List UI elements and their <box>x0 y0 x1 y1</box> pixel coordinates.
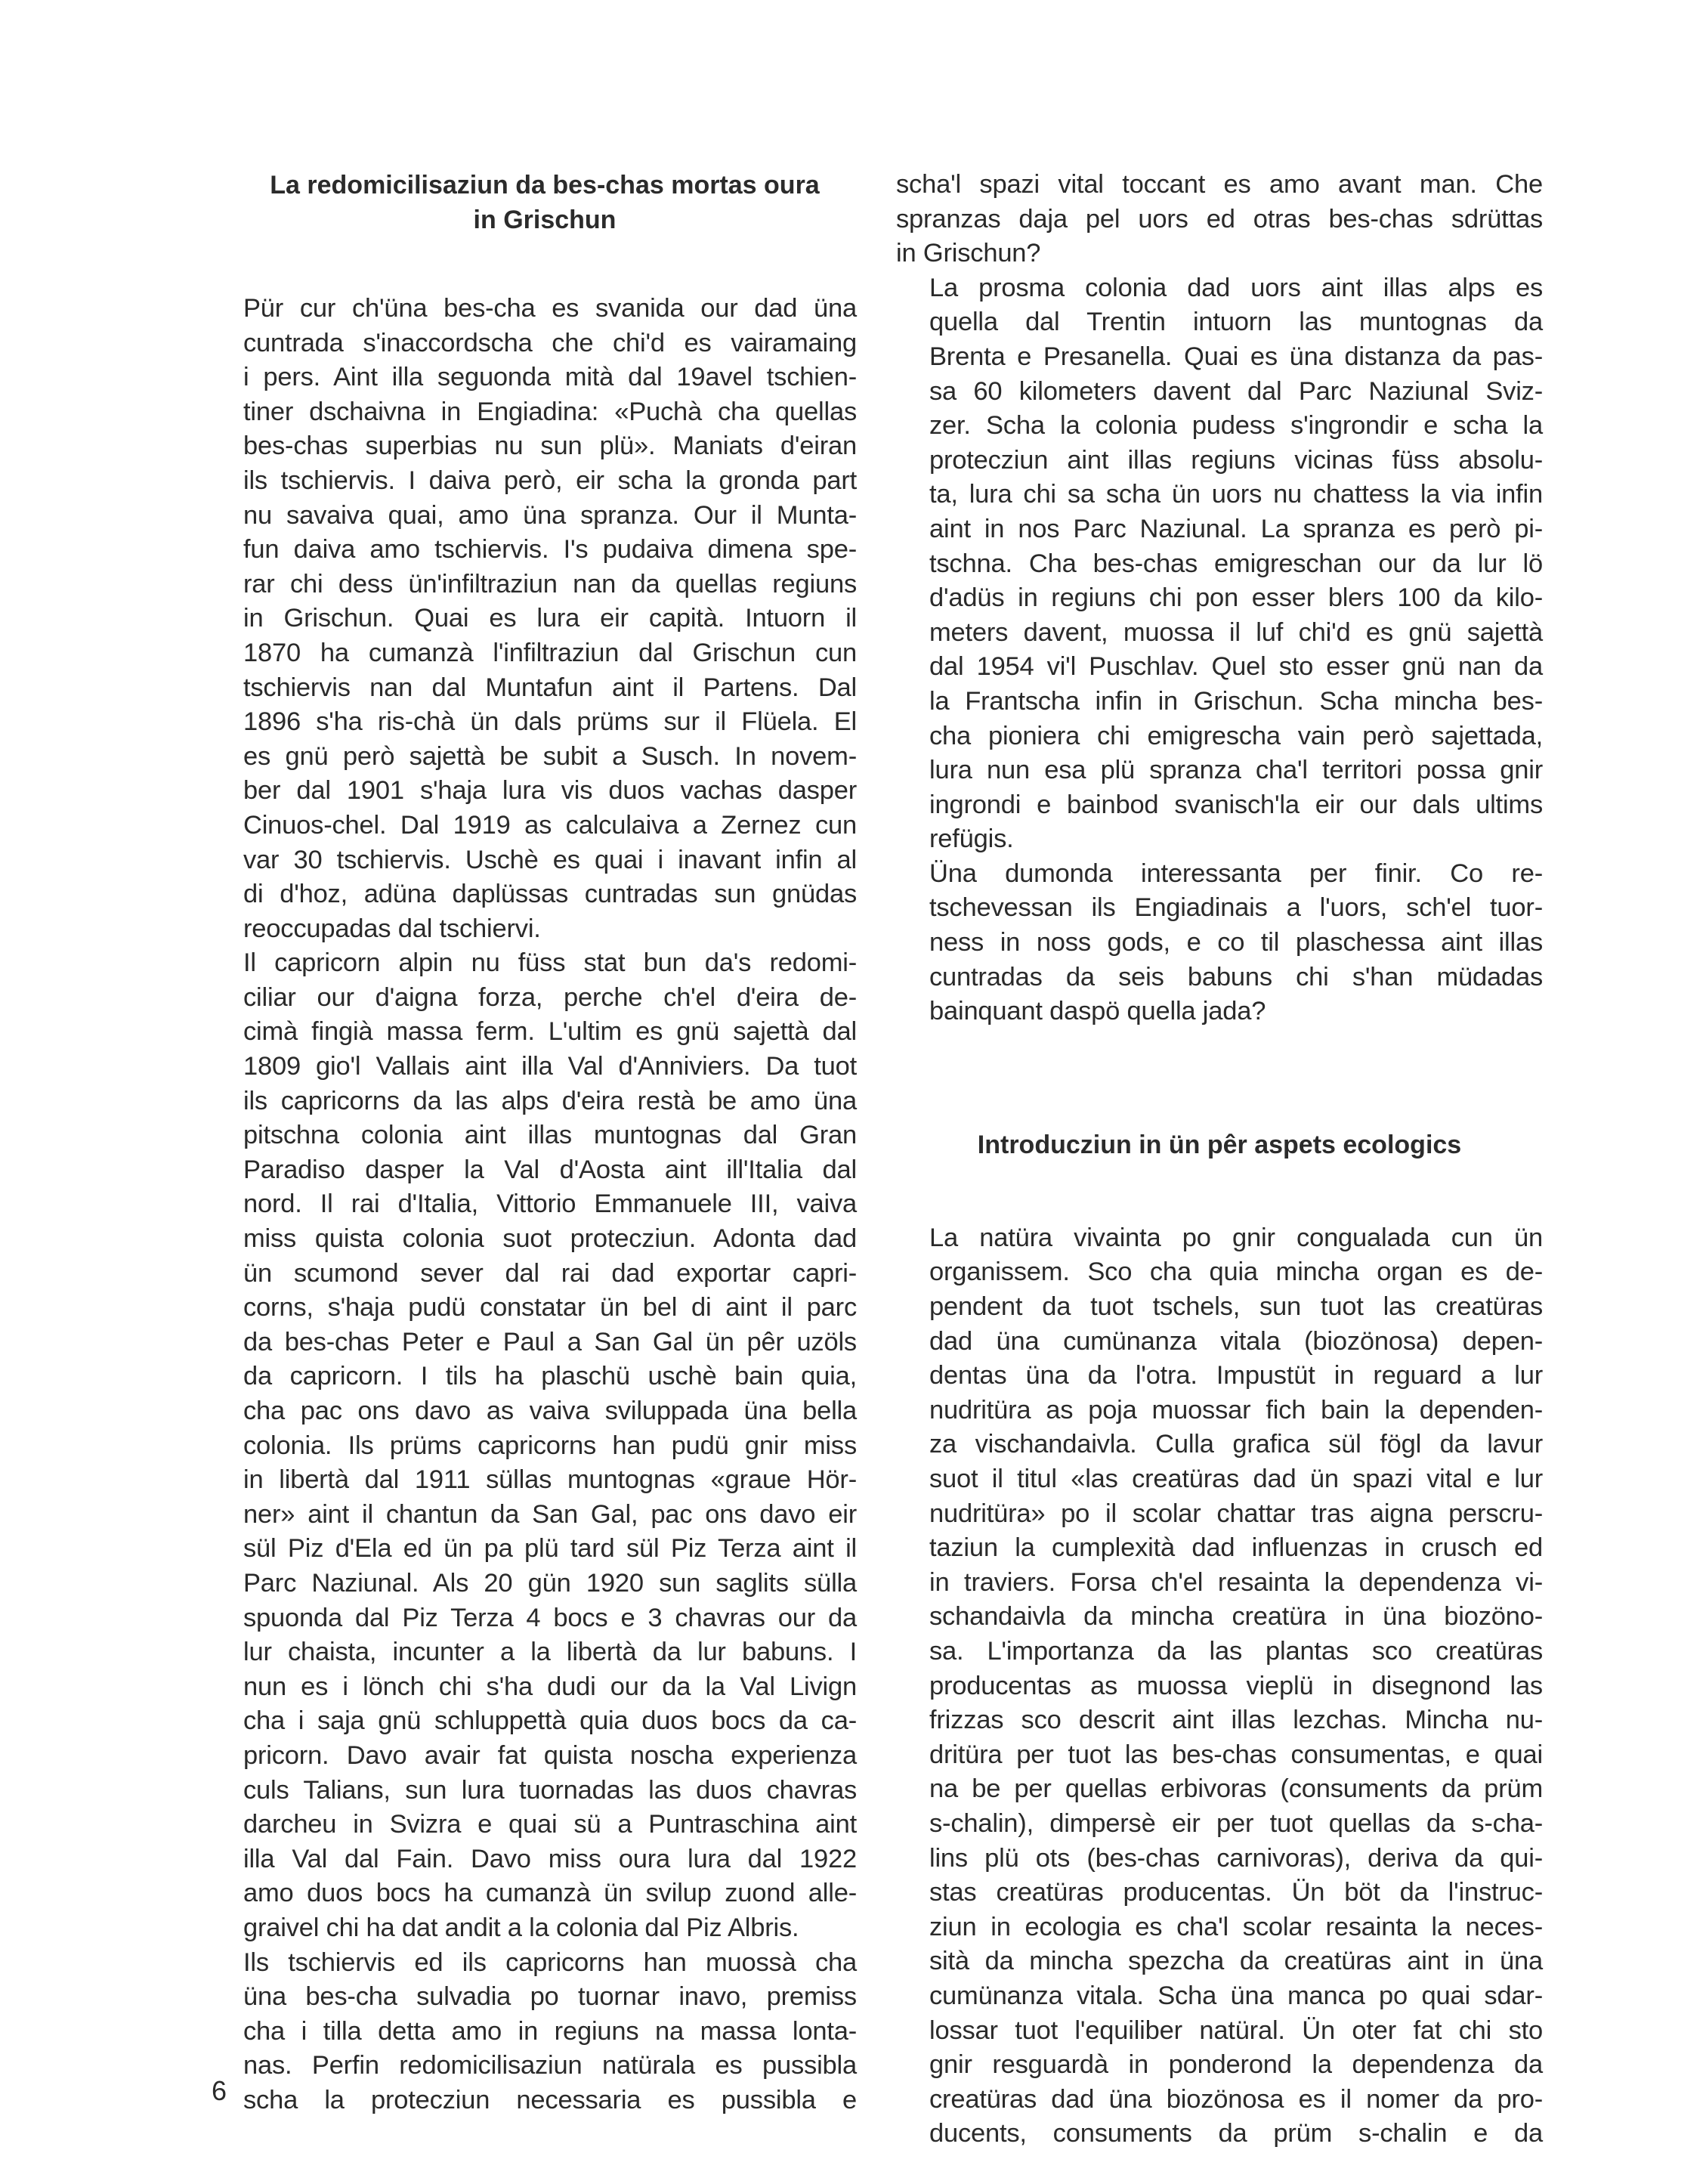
right-column <box>896 168 1543 2152</box>
text-line: reoccupadas dal tschiervi. <box>243 914 541 943</box>
text-line: La prosma colonia dad uors aint illas alps es <box>929 273 1543 302</box>
text-line: lossar tuot l'equiliber natüral. Ün oter fat chi sto <box>929 2015 1543 2045</box>
text-line: tschna. Cha bes-chas emigreschan our da lur lö <box>929 549 1543 578</box>
text-line: ciliar our d'aigna forza, perche ch'el d'eira de- <box>243 982 857 1012</box>
text-line: ness in noss gods, e co til plaschessa aint illas <box>929 928 1543 957</box>
text-line: Il capricorn alpin nu füss stat bun da's redomi- <box>243 948 857 978</box>
text-line: spuonda dal Piz Terza 4 bocs e 3 chavras our da <box>243 1603 857 1632</box>
text-line: ducents, consuments da prüm s-chalin e da <box>929 2119 1543 2148</box>
text-line: 1870 ha cumanzà l'infiltraziun dal Grischun cun <box>243 638 857 667</box>
text-line: nun es i lönch chi s'ha dudi our da la Val Livign <box>243 1672 857 1701</box>
text-line: var 30 tschiervis. Uschè es quai i inavant infin al <box>243 845 857 874</box>
text-line: culs Talians, sun lura tuornadas las duos chavras <box>243 1775 857 1805</box>
text-line: nudritüra as poja muossar fich bain la dependen- <box>929 1395 1543 1425</box>
text-line: lins plü ots (bes-chas carnivoras), deriva da qui- <box>929 1843 1543 1873</box>
text-line: da capricorn. I tils ha plaschü uschè bain quia, <box>243 1362 857 1391</box>
text-line: ner» aint il chantun da San Gal, pac ons davo eir <box>243 1499 857 1529</box>
text-line: sa. L'importanza da las plantas sco creatüras <box>929 1636 1543 1666</box>
text-line: nord. Il rai d'Italia, Vittorio Emmanuele III, vaiva <box>243 1189 857 1219</box>
text-line: rar chi dess ün'infiltraziun nan da quellas regiuns <box>243 569 857 599</box>
text-line: za vischandaivla. Culla grafica sül fögl da lavur <box>929 1430 1543 1459</box>
paragraph <box>896 1221 1543 2152</box>
paragraph <box>896 857 1543 1029</box>
text-line: Cinuos-chel. Dal 1919 as calculaiva a Zernez cun <box>243 810 857 840</box>
text-line: refügis. <box>929 824 1014 854</box>
text-line: cuntradas da seis babuns chi s'han müdadas <box>929 962 1543 991</box>
text-line: lura nun esa plü spranza cha'l territori possa gnir <box>929 756 1543 785</box>
text-line: Üna dumonda interessanta per finir. Co re- <box>929 858 1543 888</box>
text-line: ziun in ecologia es cha'l scolar resainta la neces- <box>929 1912 1543 1941</box>
text-line: cumünanza vitala. Scha üna manca po quai sdar- <box>929 1981 1543 2010</box>
text-line: ta, lura chi sa scha ün uors nu chattess la via infin <box>929 480 1543 509</box>
text-line: dentas üna da l'otra. Impustüt in reguard a lur <box>929 1361 1543 1391</box>
text-line: di d'hoz, adüna daplüssas cuntradas sun gnüdas <box>243 880 857 909</box>
text-line: Brenta e Presanella. Quai es üna distanza da pas- <box>929 342 1543 371</box>
text-line: ber dal 1901 s'haja lura vis duos vachas dasper <box>243 776 857 806</box>
text-line: d'adüs in regiuns chi pon esser blers 100 da kilo- <box>929 583 1543 613</box>
text-line: suot il titul «las creatüras dad ün spazi vital e lur <box>929 1465 1543 1493</box>
text-line: ils tschiervis. I daiva però, eir scha la gronda part <box>243 466 857 495</box>
text-line: sül Piz d'Ela ed ün pa plü tard sül Piz Terza aint il <box>243 1534 857 1564</box>
text-line: fun daiva amo tschiervis. I's pudaiva dimena spe- <box>243 535 857 565</box>
text-line: tschiervis nan dal Muntafun aint il Partens. Dal <box>243 673 857 702</box>
text-line: tschevessan ils Engiadinais a l'uors, sch'el tuor- <box>929 893 1543 923</box>
text-line: 1809 gio'l Vallais aint illa Val d'Anniviers. Da tuot <box>243 1052 857 1081</box>
text-line: la Frantscha infin in Grischun. Scha mincha bes- <box>929 686 1543 716</box>
text-line: pendent da tuot tschels, sun tuot las creatüras <box>929 1292 1543 1322</box>
text-line: illa Val dal Fain. Davo miss oura lura dal 1922 <box>243 1844 857 1873</box>
text-line: bes-chas superbias nu sun plü». Maniats d'eiran <box>243 432 857 461</box>
text-line: 1896 s'ha ris-chà ün dals prüms sur il Flüela. El <box>243 707 857 737</box>
text-line: nu savaiva quai, amo üna spranza. Our il Munta- <box>243 500 857 530</box>
text-line: pitschna colonia aint illas muntognas dal Gran <box>243 1121 857 1150</box>
left-column <box>210 168 857 2117</box>
text-line: cha i saja gnü schluppettà quia duos bocs da ca- <box>243 1706 857 1736</box>
text-line: nudritüra» po il scolar chattar tras aigna perscru- <box>929 1499 1543 1528</box>
text-line: dritüra per tuot las bes-chas consumentas, e quai <box>929 1740 1543 1769</box>
text-line: i pers. Aint illa seguonda mità dal 19avel tschien- <box>243 363 857 392</box>
text-line: miss quista colonia suot protecziun. Adonta dad <box>243 1224 857 1254</box>
text-line: colonia. Ils prüms capricorns han pudü gnir miss <box>243 1431 857 1460</box>
text-line: amo duos bocs ha cumanzà ün svilup zuond alle- <box>243 1879 857 1908</box>
text-line: zer. Scha la colonia pudess s'ingrondir e scha la <box>929 411 1543 441</box>
heading-line: La redomicilisaziun da bes-chas mortas oura <box>270 171 820 200</box>
text-line: scha la protecziun necessaria es pussibla e <box>243 2085 857 2114</box>
text-line: ün scumond sever dal rai dad exportar capri- <box>243 1258 857 1288</box>
text-line: Paradiso dasper la Val d'Aosta aint ill'Italia dal <box>243 1155 857 1184</box>
text-line: organissem. Sco cha quia mincha organ es de- <box>929 1258 1543 1287</box>
text-line: cuntrada s'inaccordscha che chi'd es vairamaing <box>243 328 857 357</box>
text-line: lur chaista, incunter a la libertà da lur babuns. I <box>243 1638 857 1667</box>
text-line: cha pioniera chi emigrescha vain però sajettada, <box>929 721 1543 750</box>
text-line: creatüras dad üna biozönosa es il nomer da pro- <box>929 2084 1543 2114</box>
text-line: cha i tilla detta amo in regiuns na massa lonta- <box>243 2016 857 2046</box>
text-line: protecziun aint illas regiuns vicinas füss absolu- <box>929 445 1543 475</box>
text-line: in Grischun. Quai es lura eir capità. Intuorn il <box>243 604 857 633</box>
paragraph <box>210 292 857 946</box>
text-line: üna bes-cha sulvadia po tuornar inavo, premiss <box>243 1982 857 2012</box>
text-line: bainquant daspö quella jada? <box>929 997 1266 1026</box>
text-line: cimà fingià massa ferm. L'ultim es gnü sajettà dal <box>243 1017 857 1047</box>
text-line: La natüra vivainta po gnir congualada cun ün <box>929 1223 1543 1252</box>
text-line: darcheu in Svizra e quai sü a Puntraschina aint <box>243 1810 857 1839</box>
heading-line: in Grischun <box>473 206 617 234</box>
text-line: es gnü però sajettà be subit a Susch. In novem- <box>243 741 857 771</box>
paragraph <box>210 1946 857 2118</box>
text-line: taziun la cumplexità dad influenzas in crusch ed <box>929 1533 1543 1563</box>
text-line: Parc Naziunal. Als 20 gün 1920 sun saglits sülla <box>243 1568 857 1598</box>
text-line: s-chalin), dimpersè eir per tuot quellas da s-cha- <box>929 1808 1543 1838</box>
text-line: Ils tschiervis ed ils capricorns han muossà cha <box>243 1947 857 1977</box>
text-line: frizzas sco descrit aint illas lezchas. Mincha nu- <box>929 1706 1543 1735</box>
text-line: sa 60 kilometers davent dal Parc Naziunal Sviz- <box>929 376 1543 406</box>
text-line: spranzas daja pel uors ed otras bes-chas sdrüttas <box>896 204 1543 234</box>
text-line: producentas as muossa vieplü in disegnond las <box>929 1671 1543 1700</box>
text-line: dad üna cumünanza vitala (biozönosa) depen- <box>929 1326 1543 1356</box>
text-line: ils capricorns da las alps d'eira restà be amo üna <box>243 1086 857 1115</box>
text-line: Pür cur ch'üna bes-cha es svanida our dad üna <box>243 294 857 323</box>
text-line: quella dal Trentin intuorn las muntognas da <box>929 308 1543 337</box>
text-line: scha'l spazi vital toccant es amo avant man. Che <box>896 170 1543 199</box>
text-line: na be per quellas erbivoras (consuments da prüm <box>929 1774 1543 1804</box>
text-line: in traviers. Forsa ch'el resainta la dependenza vi- <box>929 1567 1543 1597</box>
text-line: dal 1954 vi'l Puschlav. Quel sto esser gnü nan da <box>929 652 1543 682</box>
text-line: tiner dschaivna in Engiadina: «Puchà cha quellas <box>243 397 857 426</box>
text-line: pricorn. Davo avair fat quista noscha experienza <box>243 1740 857 1770</box>
paragraph <box>896 271 1543 857</box>
text-line: ingrondi e bainbod svanisch'la eir our dals ultims <box>929 790 1543 819</box>
text-line: da bes-chas Peter e Paul a San Gal ün pêr uzöls <box>243 1327 857 1356</box>
text-line: stas creatüras producentas. Ün böt da l'instruc- <box>929 1878 1543 1907</box>
text-line: schandaivla da mincha creatüra in üna biozöno- <box>929 1602 1543 1632</box>
paragraph <box>210 946 857 1945</box>
text-line: graivel chi ha dat andit a la colonia dal Piz Albris. <box>243 1913 799 1942</box>
text-line: nas. Perfin redomicilisaziun natürala es pussibla <box>243 2051 857 2080</box>
text-line: meters davent, muossa il luf chi'd es gnü sajettà <box>929 617 1543 647</box>
section-heading: Introducziun in ün pêr aspets ecologics <box>977 1130 1462 1159</box>
text-line: aint in nos Parc Naziunal. La spranza es però pi- <box>929 514 1543 543</box>
text-line: gnir resguardà in ponderond la dependenza da <box>929 2050 1543 2080</box>
text-line: in libertà dal 1911 süllas muntognas «graue Hör- <box>243 1465 857 1495</box>
article-heading <box>233 168 857 237</box>
text-line: sità da mincha spezcha da creatüras aint in üna <box>929 1947 1543 1976</box>
text-line: cha pac ons davo as vaiva sviluppada üna bella <box>243 1397 857 1425</box>
page-number: 6 <box>212 2075 227 2106</box>
text-line: in Grischun? <box>896 239 1041 268</box>
paragraph-continued <box>896 168 1543 271</box>
text-line: corns, s'haja pudü constatar ün bel di aint il parc <box>243 1293 857 1322</box>
